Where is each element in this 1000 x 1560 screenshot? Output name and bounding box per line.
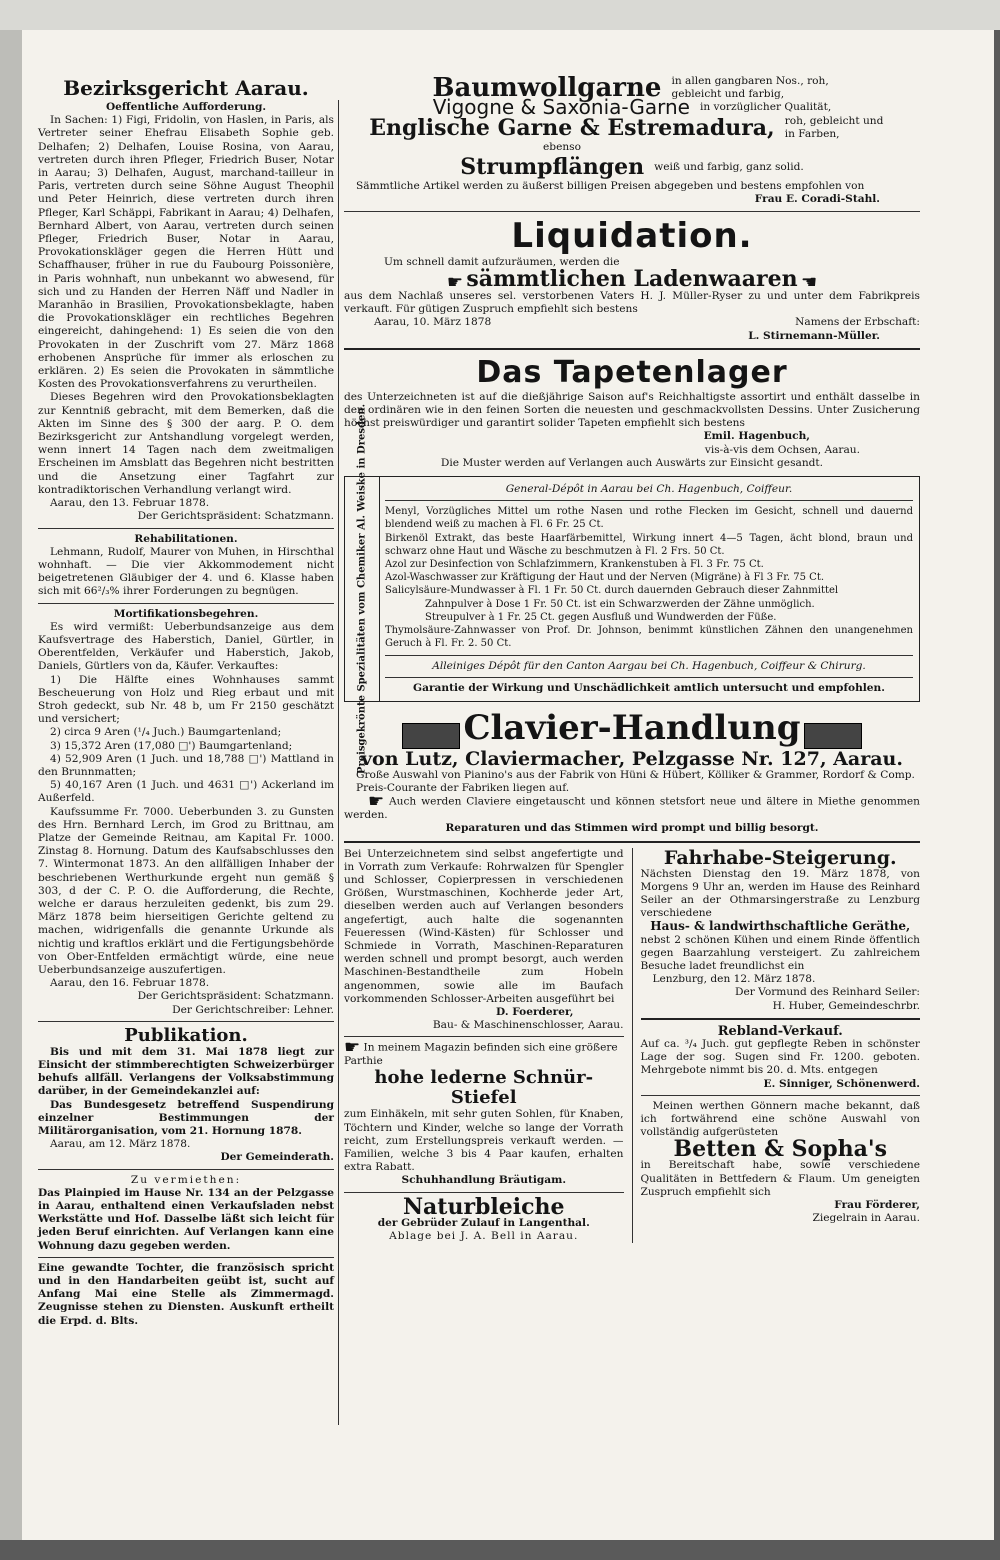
divider — [385, 500, 913, 501]
box-item: Salicylsäure-Mundwasser à Fl. 1 Fr. 50 Ct. durch dauernden Gebrauch dieser Zahnmittel — [385, 585, 839, 597]
foer-sign: D. Foerderer, — [496, 1005, 574, 1018]
bottom-right-sub — [633, 848, 921, 1243]
mort-item: 2) circa 9 Aren (¹/₄ Juch.) Baumgartenland; — [50, 726, 282, 739]
piano-icon — [402, 723, 460, 749]
pointing-hand-icon: ☛ — [368, 791, 385, 813]
divider — [641, 1018, 921, 1020]
divider — [38, 603, 334, 604]
bezirk-date: Aarau, den 13. Februar 1878. — [50, 497, 210, 510]
mort-item: 1) Die Hälfte eines Wohnhauses sammt Bescheuerung von Holz und Rieg erbaut und mit Stroh gedeckt, sub Nr. 48 b, um Fr 2150 geschätzt und versichert; — [38, 673, 334, 726]
bezirk-body: In Sachen: 1) Figi, Fridolin, von Haslen, in Paris, als Vertreter seiner Ehefrau Elisabeth Sophie geb. Delhafen; 2) Delhafen, Louise Rosina, von Aarau, vertreten durch ihren Pfleger, Friedrich Buser, Notar in Aarau; 3) Delhafen, August, marchand-tailleur in Paris, vertreten durch seine Söhne August Theophil und Peter Heinrich, diese vertreten durch ihren Pfleger, Karl Schäppi, Fabrikant in Aarau; 4) Delhafen, Bernhard Albert, von Aarau, vertreten durch seinen Pfleger, Friedrich Buser, Notar in Aarau, Provokationskläger gegen die Herren Hütt und Schaffhauser, früher in rue du Faubourg Poissonière, in Paris wohnhaft, nun unbekannt wo abwesend, für sich und zu Handen der Herren Näff und Nadler in Maranhão in Brasilien, Provokationsbeklagte, haben die Provokationskläger ein rechtliches Begehren eingereicht, dahingehend: 1) Es seien die von den Provokaten in der Zuschrift vom 27. März 1868 erhobenen Ansprüche für immer als erloschen zu erklären. 2) Es seien die Provokaten in sämmtliche Kosten des Provokationsverfahrens zu verurtheilen. — [38, 114, 334, 391]
vig-side: in vorzüglicher Qualität, — [699, 101, 832, 114]
foer-body: Bei Unterzeichnetem sind selbst angefertigte und in Vorrath zum Verkaufe: Rohrwalzen für Spengler und Schlosser, Copierpressen in verschiedenen Größen, Wurstmaschinen, Kochherde jeder Art, dieselben werden auch auf Verlangen besonders angefertigt, auch halte die sogenannten Feueressen (Wind-Kästen) für Schlosser und Schmiede in Vorrath, Maschinen-Reparaturen werden schnell und prompt besorgt, auch werden Maschinen-Bestandtheile zum Hobeln angenommen, sowie alle im Baufach vorkommenden Schlosser-Arbeiten ausgeführt bei — [344, 847, 624, 1005]
box-vertical-label: Preisgekrönte Spezialitäten vom Chemiker Al. Weiske in Dresden. — [345, 477, 380, 701]
left-column — [38, 75, 334, 1328]
liq-body: aus dem Nachlaß unseres sel. verstorbenen Vaters H. J. Müller-Ryser zu und unter dem Fabrikpreis verkauft. Für gütigen Zuspruch empfiehlt sich bestens — [344, 290, 920, 316]
mort-body: Es wird vermißt: Ueberbundsanzeige aus dem Kaufsvertrage des Haberstich, Daniel, Gürtler, in Oberentfelden, Verkäufer und Haberstich, Jakob, Daniels, Gürtlers von da, Käufer. Verkauftes: — [38, 620, 334, 673]
verm-title: Zu vermiethen: — [130, 1173, 242, 1186]
bett-body: in Bereitschaft habe, sowie verschiedene Qualitäten in Bettfedern & Flaum. Um geneigten Zuspruch empfiehlt sich — [640, 1159, 920, 1198]
bett-intro: Meinen werthen Gönnern mache bekannt, daß ich fortwährend eine schöne Auswahl von vollständig aufgerüsteten — [640, 1099, 920, 1139]
strumpf-side: weiß und farbig, ganz solid. — [654, 160, 804, 173]
bett-title: Betten & Sopha's — [673, 1136, 887, 1163]
divider — [385, 655, 913, 656]
bottom-two-columns — [344, 848, 920, 1243]
clav-body: Große Auswahl von Pianino's aus der Fabrik von Hüni & Hübert, Kölliker & Grammer, Rordorf & Comp. — [356, 768, 915, 781]
stief-sign: Schuhhandlung Bräutigam. — [401, 1174, 567, 1187]
liq-title: Liquidation. — [511, 215, 753, 256]
engl-title: Englische Garne & Estremadura, — [369, 114, 775, 141]
piano-icon — [804, 723, 862, 749]
pub-sign: Der Gemeinderath. — [220, 1151, 334, 1164]
garantie: Garantie der Wirkung und Unschädlichkeit amtlich untersucht und empfohlen. — [413, 681, 885, 694]
liq-date: Aarau, 10. März 1878 — [374, 316, 492, 329]
verm-body: Das Plainpied im Hause Nr. 134 an der Pelzgasse in Aarau, enthaltend einen Verkaufsladen nebst Werkstätte und Hof. Dasselbe läßt sich leicht für jeden Beruf einrichten. Auf Verlangen kann eine Wohnung dazu gegeben werden. — [38, 1186, 334, 1252]
baum-side: in allen gangbaren Nos., roh, gebleicht und farbig, — [671, 75, 829, 101]
mort-sign1: Der Gerichtspräsident: Schatzmann. — [137, 990, 334, 1003]
box-item: Menyl, Vorzügliches Mittel um rothe Nasen und rothe Flecken im Gesicht, schnell und dauernd blendend weiß zu machen à Fl. 6 Fr. 25 Ct. — [385, 506, 913, 531]
tap-foot: Die Muster werden auf Verlangen auch Auswärts zur Einsicht gesandt. — [440, 456, 824, 469]
pub-body: Bis und mit dem 31. Mai 1878 liegt zur Einsicht der stimmberechtigten Schweizerbürger behufs allfäll. Verlangens der Volksabstimmung darüber, in der Gemeindekanzlei auf: — [38, 1045, 334, 1098]
mort-items — [38, 674, 334, 806]
bottom-left-sub — [344, 848, 633, 1243]
stief-body2: zum Einhäkeln, mit sehr guten Sohlen, für Knaben, Töchtern und Kinder, welche so lange der Vorrath reicht, zum Erstellungspreis verkauft werden. — Familien, welche 3 bis 4 Paar kaufen, erhalten extra Rabatt. — [344, 1108, 624, 1174]
box-item: Thymolsäure-Zahnwasser von Prof. Dr. Johnson, benimmt künstlichen Zähnen den unangenehmen Geruch à Fl. Fr. 2. 50 Ct. — [385, 625, 913, 650]
fahr-sign: Der Vormund des Reinhard Seiler: — [734, 986, 920, 999]
pub-date: Aarau, am 12. März 1878. — [50, 1138, 191, 1151]
rehab-body: Lehmann, Rudolf, Maurer von Muhen, in Hirschthal wohnhaft. — Die vier Akkommodement nicht beigetretenen Gläubiger der 4. und 6. Klasse haben sich mit 66²/₃% ihrer Forderungen zu begnügen. — [38, 545, 334, 598]
mort-title: Mortifikationsbegehren. — [113, 607, 259, 620]
clav-body2: Preis-Courante der Fabriken liegen auf. — [356, 782, 570, 795]
strumpf-title: Strumpflängen — [460, 154, 645, 181]
divider — [38, 528, 334, 529]
mort-body2: Kaufssumme Fr. 7000. Ueberbunden 3. zu Gunsten des Hrn. Bernhard Lerch, im Grod zu Brittnau, am Platze der Gemeinde Reitnau, am Kapital Fr. 1000. Zinstag 8. Hornung. Datum des Kaufsabschlusses den 7. Wintermonat 1873. An den allfälligen Inhaber der beschriebenen Werthurkunde ergeht nun gemäß § 303, d der C. P. O. die Aufforderung, die Rechte, welche er daraus herzuleiten gedenkt, bis zum 29. März 1878 beim hierseitigen Gerichte geltend zu machen, widrigenfalls die genannte Urkunde als nichtig und kraftlos erklärt und die Fertigungsbehörde von Ober-Entfelden ermächtigt würde, eine neue Ueberbundsanzeige auszufertigen. — [38, 805, 334, 976]
box-item: Azol zur Desinfection von Schlafzimmern, Krankenstuben à Fl. 3 Fr. 75 Ct. — [385, 559, 764, 571]
ebenso: ebenso — [543, 141, 581, 154]
tochter-body: Eine gewandte Tochter, die französisch spricht und in den Handarbeiten geübt ist, sucht auf Anfang Mai eine Stelle als Zimmermagd. Zeugnisse stehen zu Diensten. Auskunft ertheilt die Erpd. d. Blts. — [38, 1261, 334, 1327]
mort-item: 3) 15,372 Aren (17,080 □') Baumgartenland; — [50, 739, 293, 752]
fahr-body3: nebst 2 schönen Kühen und einem Rinde öffentlich gegen Baarzahlung versteigert. Zu zahlreichem Besuche ladet freundlichst ein — [640, 933, 920, 972]
engl-side: roh, gebleicht und in Farben, — [784, 114, 884, 140]
bezirk-body2: Dieses Begehren wird den Provokationsbeklagten zur Kenntniß gebracht, mit dem Bemerken, daß die Akten im Sinne des § 300 der aarg. P. O. dem Bezirksgericht zur Antshandlung vorgelegt werden, wenn innert 14 Tagen nach dem zweitmaligen Erscheinen im Amsblatt das Begehren nicht bestritten und die Ansetzung einer Tagfahrt zur kontradiktorischen Verhandlung verlangt wird. — [38, 391, 334, 496]
clav-line2: von Lutz, Claviermacher, Pelzgasse Nr. 127, Aarau. — [361, 747, 903, 770]
liq-goods: sämmtlichen Ladenwaaren — [466, 265, 798, 292]
baum-sign: Frau E. Coradi-Stahl. — [754, 193, 880, 206]
divider — [38, 1169, 334, 1170]
foer-sign2: Bau- & Maschinenschlosser, Aarau. — [432, 1019, 624, 1032]
divider — [344, 841, 920, 843]
stief-body: In meinem Magazin befinden sich eine größere Parthie — [344, 1041, 618, 1068]
liq-sign1: Namens der Erbschaft: — [795, 316, 920, 329]
rehab-title: Rehabilitationen. — [134, 532, 238, 545]
natur-body2: Ablage bei J. A. Bell in Aarau. — [389, 1229, 579, 1242]
tap-title: Das Tapetenlager — [476, 354, 788, 390]
baum-body: Sämmtliche Artikel werden zu äußerst billigen Preisen abgegeben und bestens empfohlen von — [356, 180, 865, 193]
divider — [38, 1257, 334, 1258]
reb-body: Auf ca. ³/₄ Juch. gut gepflegte Reben in schönster Lage der sog. Sugen sind Fr. 1200. geboten. Mehrgebote nimmt bis 20. d. Mts. entgegen — [640, 1037, 920, 1077]
clav-body4: Reparaturen und das Stimmen wird prompt und billig besorgt. — [445, 822, 819, 835]
box-item: Birkenöl Extrakt, das beste Haarfärbemittel, Wirkung innert 4—5 Tagen, ächt blond, braun und schwarz ohne Haut und Wäsche zu beschmutzen à Fl. 2 Frs. 50 Ct. — [385, 532, 913, 557]
natur-title: Naturbleiche — [402, 1193, 565, 1220]
fahr-title: Fahrhabe-Steigerung. — [663, 846, 897, 869]
clav-body3: Auch werden Claviere eingetauscht und können stetsfort neue und ältere in Miethe genommen werden. — [344, 795, 920, 822]
divider — [344, 1036, 624, 1037]
fahr-sign2: H. Huber, Gemeindeschrbr. — [772, 999, 920, 1012]
divider — [641, 1095, 921, 1096]
fahr-date: Lenzburg, den 12. März 1878. — [652, 973, 816, 986]
divider — [344, 211, 920, 212]
bezirk-subtitle: Oeffentliche Aufforderung. — [105, 101, 267, 113]
box-item: Streupulver à 1 Fr. 25 Ct. gegen Ausfluß und Wundwerden der Füße. — [425, 611, 777, 623]
pointing-hand-icon: ☚ — [801, 272, 818, 294]
divider — [385, 677, 913, 678]
box-foot: Alleiniges Dépôt für den Canton Aargau bei Ch. Hagenbuch, Coiffeur & Chirurg. — [432, 659, 866, 672]
bett-sign2: Ziegelrain in Aarau. — [812, 1212, 920, 1225]
page-spine — [0, 30, 22, 1540]
baum-title: Baumwollgarne — [432, 73, 662, 104]
bezirk-sign: Der Gerichtspräsident: Schatzmann. — [137, 510, 334, 523]
natur-body: der Gebrüder Zulauf in Langenthal. — [377, 1216, 590, 1229]
bett-sign: Frau Förderer, — [834, 1199, 920, 1211]
stief-title: hohe lederne Schnür-Stiefel — [374, 1067, 594, 1109]
reb-sign: E. Sinniger, Schönenwerd. — [763, 1077, 920, 1090]
fahr-body2: Haus- & landwirthschaftliche Geräthe, — [650, 919, 911, 934]
divider — [344, 1192, 624, 1193]
mort-sign2: Der Gerichtschreiber: Lehner. — [172, 1003, 334, 1016]
top-margin — [0, 0, 1000, 30]
box-item: Zahnpulver à Dose 1 Fr. 50 Ct. ist ein Schwarzwerden der Zähne unmöglich. — [425, 598, 815, 610]
pointing-hand-icon: ☛ — [344, 1037, 361, 1059]
bezirk-title: Bezirksgericht Aarau. — [63, 76, 309, 100]
column-divider — [338, 100, 339, 1425]
reb-title: Rebland-Verkauf. — [717, 1023, 843, 1039]
mort-item: 5) 40,167 Aren (1 Juch. und 4631 □') Ackerland im Außerfeld. — [38, 779, 334, 805]
divider — [38, 1021, 334, 1022]
fahr-body: Nächsten Dienstag den 19. März 1878, von Morgens 9 Uhr an, werden im Hause des Reinhard Seiler an der Othmarsingerstraße zu Lenzburg verschiedene — [640, 867, 920, 920]
mort-date: Aarau, den 16. Februar 1878. — [50, 977, 210, 990]
liq-intro: Um schnell damit aufzuräumen, werden die — [384, 255, 620, 268]
right-column — [344, 75, 920, 1243]
pub-title: Publikation. — [124, 1024, 248, 1046]
liq-sign2: L. Stirnemann-Müller. — [748, 329, 880, 342]
box-head: General-Dépôt in Aarau bei Ch. Hagenbuch, Coiffeur. — [505, 483, 793, 496]
divider — [344, 348, 920, 350]
clav-title: Clavier-Handlung — [463, 707, 801, 748]
pub-body2: Das Bundesgesetz betreffend Suspendirung einzelner Bestimmungen der Militärorganisation, vom 21. Hornung 1878. — [38, 1098, 334, 1138]
mort-item: 4) 52,909 Aren (1 Juch. und 18,788 □') Mattland in den Brunnmatten; — [38, 752, 334, 778]
tap-sign: Emil. Hagenbuch, — [703, 430, 810, 443]
tap-sign2: vis-à-vis dem Ochsen, Aarau. — [704, 443, 860, 456]
vig-title: Vigogne & Saxonia-Garne — [432, 95, 690, 120]
tap-body: des Unterzeichneten ist auf die dießjährige Saison auf's Reichhaltigste assortirt und enthält dasselbe in den ordinären wie in den feinen Sorten die neuesten und geschmackvollsten Dessins. Unter Zusicherung höchst preiswürdiger und garantirt solider Tapeten empfiehlt sich bestens — [344, 390, 920, 430]
box-item: Azol-Waschwasser zur Kräftigung der Haut und der Nerven (Migräne) à Fl 3 Fr. 75 Ct. — [385, 572, 825, 584]
pointing-hand-icon: ☛ — [446, 272, 463, 294]
